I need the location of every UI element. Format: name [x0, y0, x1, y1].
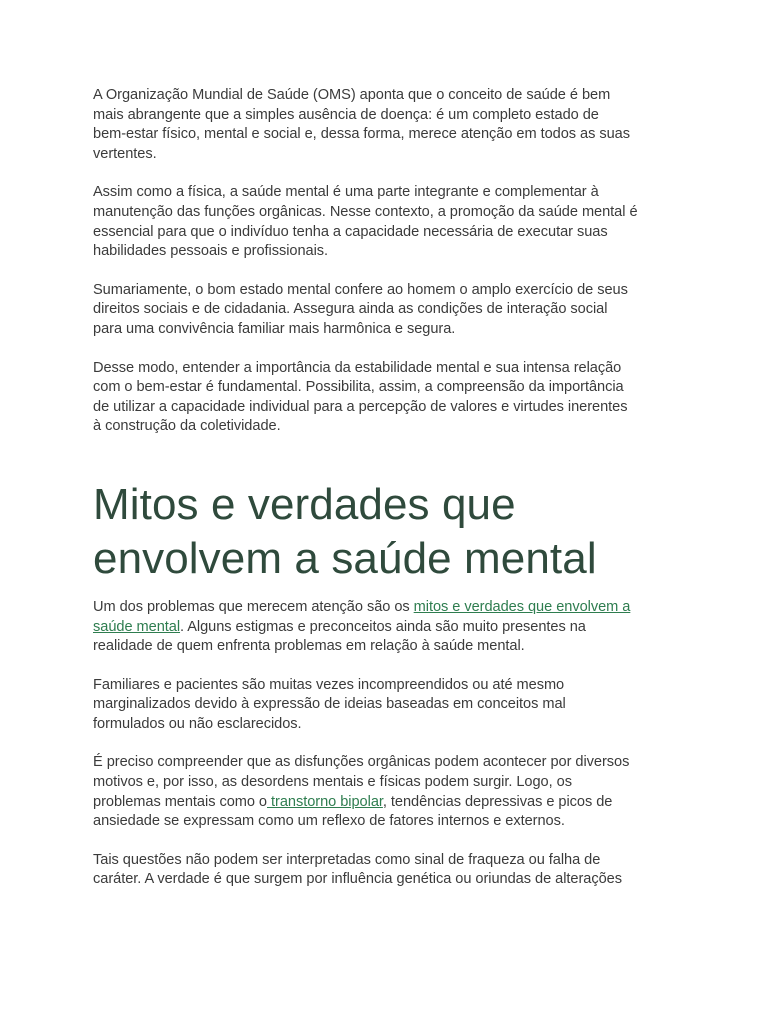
heading-line: envolvem a saúde mental [93, 533, 597, 583]
text-line: mais abrangente que a simples ausência de doença: é um completo estado de [93, 106, 599, 123]
text-line: Desse modo, entender a importância da estabilidade mental e sua intensa relação [93, 359, 622, 376]
paragraph-sumariamente [93, 281, 683, 340]
text-line: manutenção das funções orgânicas. Nesse contexto, a promoção da saúde mental é [93, 203, 638, 220]
text-line [93, 598, 683, 618]
text-span: , tendências depressivas e picos de [382, 793, 613, 810]
text-line: marginalizados devido à expressão de ideias baseadas em conceitos mal [93, 696, 566, 713]
text-line: Sumariamente, o bom estado mental confere ao homem o amplo exercício de seus [93, 281, 628, 298]
text-line: com o bem-estar é fundamental. Possibilita, assim, a compreensão da importância [93, 379, 624, 396]
text-line: Familiares e pacientes são muitas vezes incompreendidos ou até mesmo [93, 676, 565, 693]
article-body [93, 86, 683, 909]
paragraph-desse-modo [93, 359, 683, 437]
text-span: Um dos problemas que merecem atenção são os [93, 598, 414, 615]
text-span: . Alguns estigmas e preconceitos ainda são muito presentes na [180, 618, 586, 635]
text-line: A Organização Mundial de Saúde (OMS) aponta que o conceito de saúde é bem [93, 87, 611, 103]
paragraph-tais-questoes [93, 851, 683, 890]
text-line: habilidades pessoais e profissionais. [93, 243, 329, 260]
text-line: formulados ou não esclarecidos. [93, 715, 302, 732]
paragraph-mitos [93, 598, 683, 657]
text-line: motivos e, por isso, as desordens mentais e físicas podem surgir. Logo, os [93, 774, 572, 791]
paragraph-saude-mental [93, 183, 683, 261]
paragraph-familiares [93, 676, 683, 735]
section-heading [93, 456, 683, 586]
text-line: à construção da coletividade. [93, 418, 281, 435]
text-line: de utilizar a capacidade individual para a percepção de valores e virtudes inerentes [93, 398, 628, 415]
text-span: problemas mentais como o [93, 793, 268, 810]
text-line: Tais questões não podem ser interpretadas como sinal de fraqueza ou falha de [93, 851, 601, 868]
text-line: Assim como a física, a saúde mental é uma parte integrante e complementar à [93, 184, 599, 201]
text-line: realidade de quem enfrenta problemas em relação à saúde mental. [93, 638, 525, 655]
text-line: É preciso compreender que as disfunções orgânicas podem acontecer por diversos [93, 754, 630, 771]
transtorno-bipolar-link[interactable]: transtorno bipolar [267, 793, 383, 810]
mitos-verdades-link[interactable]: mitos e verdades que envolvem a [413, 598, 631, 615]
paragraph-oms [93, 86, 683, 164]
text-line: bem-estar físico, mental e social e, dessa forma, merece atenção em todos as suas [93, 126, 630, 143]
saude-mental-link[interactable]: saúde mental [93, 618, 181, 635]
text-line: ansiedade se expressam como um reflexo de fatores internos e externos. [93, 813, 565, 830]
paragraph-disfuncoes [93, 753, 683, 831]
heading-line: Mitos e verdades que [93, 479, 516, 529]
text-line: para uma convivência familiar mais harmônica e segura. [93, 320, 456, 337]
text-line: direitos sociais e de cidadania. Assegura ainda as condições de interação social [93, 301, 608, 318]
text-line: vertentes. [93, 145, 157, 162]
text-line [93, 618, 683, 638]
text-line: essencial para que o indivíduo tenha a capacidade necessária de executar suas [93, 223, 608, 240]
text-line: caráter. A verdade é que surgem por influência genética ou oriundas de alterações [93, 871, 622, 888]
text-line [93, 793, 683, 813]
